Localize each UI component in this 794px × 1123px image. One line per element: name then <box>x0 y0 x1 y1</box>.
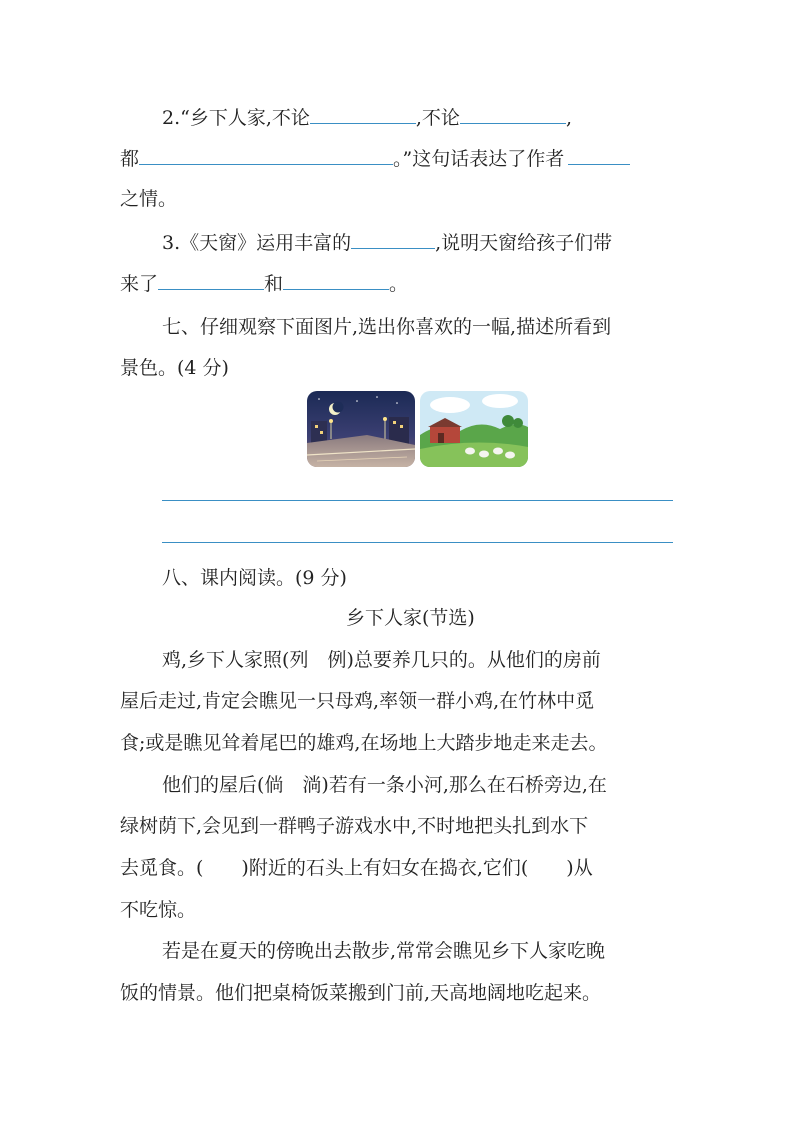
q2-blank-4[interactable] <box>568 146 630 165</box>
q3-line-1 <box>162 230 612 255</box>
q2-text-1: 2.“乡下人家,不论 <box>162 107 310 129</box>
passage-line: 绿树荫下,会见到一群鸭子游戏水中,不时地把头扎到水下 <box>120 815 589 837</box>
q2-line-3 <box>120 187 177 211</box>
passage-line: 去觅食。( )附近的石头上有妇女在捣衣,它们( )从 <box>120 857 593 879</box>
q3-text-1: 3.《天窗》运用丰富的 <box>162 232 352 254</box>
passage-title: 乡下人家(节选) <box>346 607 475 629</box>
q2-blank-1[interactable] <box>310 105 416 124</box>
q2-line-2 <box>120 146 630 171</box>
q3-blank-2[interactable] <box>158 271 264 290</box>
q3-text-3: 来了 <box>120 273 159 295</box>
passage-line: 不吃惊。 <box>120 899 197 921</box>
q3-text-5: 。 <box>389 273 409 295</box>
passage-line: 他们的屋后(倘 淌)若有一条小河,那么在石桥旁边,在 <box>162 774 607 796</box>
passage-line: 若是在夏天的傍晚出去散步,常常会瞧见乡下人家吃晚 <box>162 940 606 962</box>
q3-text-2: ,说明天窗给孩子们带 <box>435 232 613 254</box>
passage-line: 屋后走过,肯定会瞧见一只母鸡,率领一群小鸡,在竹林中觅 <box>120 690 595 712</box>
q2-text-6: 之情。 <box>120 188 178 210</box>
answer-line-1[interactable] <box>162 500 673 501</box>
passage-line: 食;或是瞧见耸着尾巴的雄鸡,在场地上大踏步地走来走去。 <box>120 732 608 754</box>
farm-sheep-picture[interactable] <box>420 391 528 467</box>
q2-text-4: 都 <box>120 148 140 170</box>
q2-text-3: , <box>565 107 572 129</box>
passage-line: 鸡,乡下人家照(列 例)总要养几只的。从他们的房前 <box>162 649 601 671</box>
passage-line: 饭的情景。他们把桌椅饭菜搬到门前,天高地阔地吃起来。 <box>120 982 602 1004</box>
q3-line-2 <box>120 271 408 296</box>
q2-text-2: ,不论 <box>415 107 460 129</box>
q3-blank-3[interactable] <box>283 271 389 290</box>
q2-line-1 <box>162 105 572 130</box>
q2-text-5: 。”这句话表达了作者 <box>393 148 565 170</box>
section7-heading-line-1: 七、仔细观察下面图片,选出你喜欢的一幅,描述所看到 <box>162 316 612 338</box>
night-street-picture[interactable] <box>307 391 415 467</box>
answer-line-2[interactable] <box>162 542 673 543</box>
q2-blank-2[interactable] <box>460 105 566 124</box>
section7-heading-line-2: 景色。(4 分) <box>120 357 229 379</box>
section8-heading: 八、课内阅读。(9 分) <box>162 567 347 589</box>
q3-blank-1[interactable] <box>351 230 435 249</box>
q3-text-4: 和 <box>264 273 284 295</box>
q2-blank-3[interactable] <box>139 146 393 165</box>
